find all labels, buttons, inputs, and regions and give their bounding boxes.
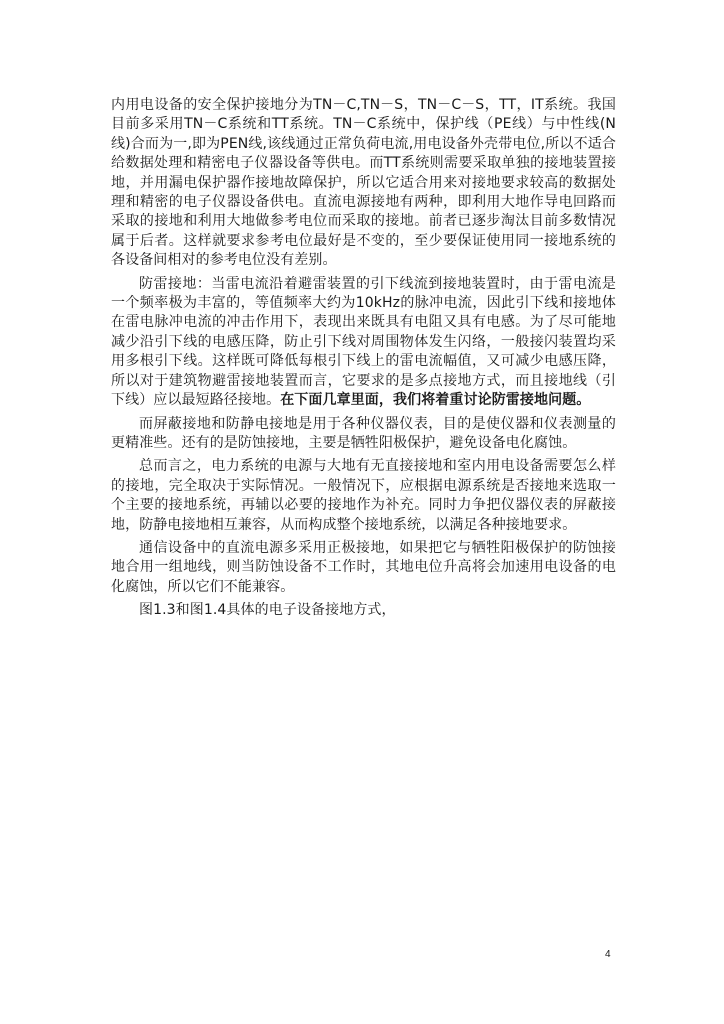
paragraph-text: 防雷接地：当雷电流沿着避雷装置的引下线流到接地装置时，由于雷电流是一个频率极为丰富的，等值频率大约为10kHz的脉冲电流，因此引下线和接地体在雷电脉冲电流的冲击作用下，表现出来既具有电阻又具有电感。为了尽可能地减少沿引下线的电感压降，防止引下线对周围物体发生闪络，一般接闪装置均采用多根引下线。这样既可降低每根引下线上的雷电流幅值，又可减少电感压降，所以对于建筑物避雷接地装置而言，它要求的是多点接地方式，而且接地线（引下线）应以最短路径接地。: [111, 275, 616, 409]
paragraph-summary: [111, 457, 616, 535]
paragraph-bold-text: 在下面几章里面，我们将着重讨论防雷接地问题。: [280, 392, 591, 409]
body-text: [111, 96, 616, 625]
paragraph-lightning-grounding: [111, 275, 616, 411]
paragraph-shield-grounding: [111, 415, 616, 454]
paragraph-grounding-systems: [111, 96, 616, 271]
page-number: 4: [605, 949, 611, 960]
paragraph-text: 总而言之，电力系统的电源与大地有无直接接地和室内用电设备需要怎么样的接地，完全取决于实际情况。一般情况下，应根据电源系统是否接地来选取一个主要的接地系统，再辅以必要的接地作为补充。同时力争把仪器仪表的屏蔽接地，防静电接地相互兼容，从而构成整个接地系统，以满足各种接地要求。: [111, 458, 616, 533]
paragraph-text: 通信设备中的直流电源多采用正极接地，如果把它与牺牲阳极保护的防蚀接地合用一组地线，则当防蚀设备不工作时，其地电位升高将会加速用电设备的电化腐蚀，所以它们不能兼容。: [111, 539, 616, 595]
paragraph-text: 而屏蔽接地和防静电接地是用于各种仪器仪表，目的是使仪器和仪表测量的更精准些。还有的是防蚀接地，主要是牺牲阳极保护，避免设备电化腐蚀。: [111, 415, 616, 451]
paragraph-text: 内用电设备的安全保护接地分为TN－C,TN－S，TN－C－S，TT，IT系统。我国目前多采用TN－C系统和TT系统。TN－C系统中，保护线（PE线）与中性线(N线)合而为一,即为PEN线,该线通过正常负荷电流,用电设备外壳带电位,所以不适合给数据处理和精密电子仪器设备等供电。而TT系统则需要采取单独的接地装置接地，并用漏电保护器作接地故障保护，所以它适合用来对接地要求较高的数据处理和精密的电子仪器设备供电。直流电源接地有两种，即利用大地作导电回路而采取的接地和利用大地做参考电位而采取的接地。前者已逐步淘汰目前多数情况属于后者。这样就要求参考电位最好是不变的，至少要保证使用同一接地系统的各设备间相对的参考电位没有差别。: [111, 97, 616, 269]
paragraph-telecom-dc: [111, 539, 616, 597]
paragraph-text: 图1.3和图1.4具体的电子设备接地方式，: [139, 602, 396, 619]
paragraph-figure-reference: [111, 601, 616, 620]
